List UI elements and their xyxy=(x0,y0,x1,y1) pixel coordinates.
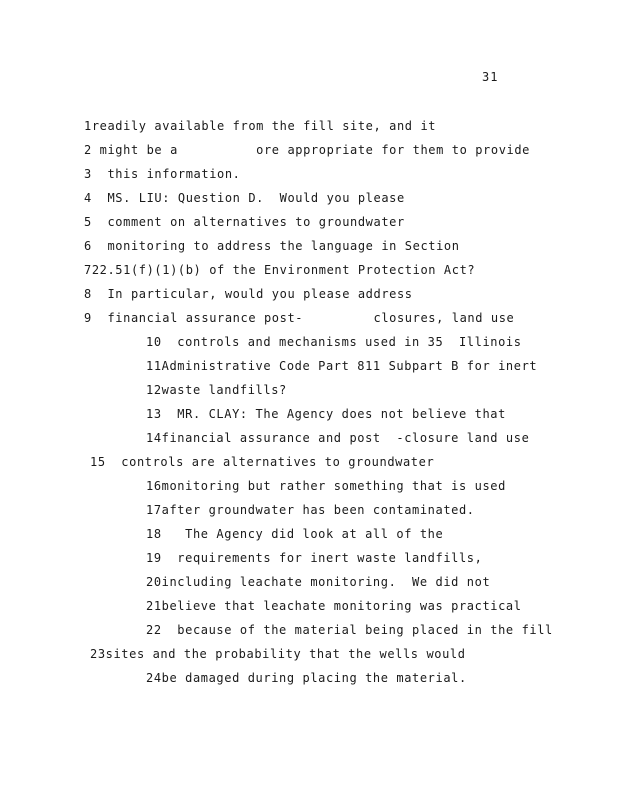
transcript-line-7: 722.51(f)(1)(b) of the Environment Protection Act? xyxy=(84,263,476,277)
transcript-line-9: 9 financial assurance post- closures, land use xyxy=(84,311,515,325)
transcript-line-1: 1readily available from the fill site, and it xyxy=(84,119,437,133)
transcript-line-23: 23sites and the probability that the wells would xyxy=(90,647,466,661)
transcript-line-6: 6 monitoring to address the language in Section xyxy=(84,239,460,253)
transcript-line-10: 10 controls and mechanisms used in 35 Illinois xyxy=(146,335,522,349)
transcript-line-2: 2 might be a ore appropriate for them to provide xyxy=(84,143,531,157)
transcript-line-18: 18 The Agency did look at all of the xyxy=(146,527,444,541)
transcript-line-4: 4 MS. LIU: Question D. Would you please xyxy=(84,191,405,205)
transcript-line-24: 24be damaged during placing the material. xyxy=(146,671,467,685)
transcript-line-13: 13 MR. CLAY: The Agency does not believe that xyxy=(146,407,506,421)
page-number: 31 xyxy=(482,70,499,84)
transcript-line-8: 8 In particular, would you please address xyxy=(84,287,413,301)
transcript-line-12: 12waste landfills? xyxy=(146,383,287,397)
transcript-line-5: 5 comment on alternatives to groundwater xyxy=(84,215,405,229)
transcript-line-20: 20including leachate monitoring. We did not xyxy=(146,575,491,589)
transcript-line-17: 17after groundwater has been contaminated. xyxy=(146,503,475,517)
transcript-line-15: 15 controls are alternatives to groundwater xyxy=(90,455,435,469)
transcript-line-21: 21believe that leachate monitoring was practical xyxy=(146,599,522,613)
transcript-line-14: 14financial assurance and post -closure land use xyxy=(146,431,530,445)
transcript-line-3: 3 this information. xyxy=(84,167,241,181)
transcript-line-22: 22 because of the material being placed in the fill xyxy=(146,623,553,637)
transcript-line-16: 16monitoring but rather something that is used xyxy=(146,479,506,493)
transcript-line-11: 11Administrative Code Part 811 Subpart B for inert xyxy=(146,359,538,373)
transcript-line-19: 19 requirements for inert waste landfills, xyxy=(146,551,483,565)
